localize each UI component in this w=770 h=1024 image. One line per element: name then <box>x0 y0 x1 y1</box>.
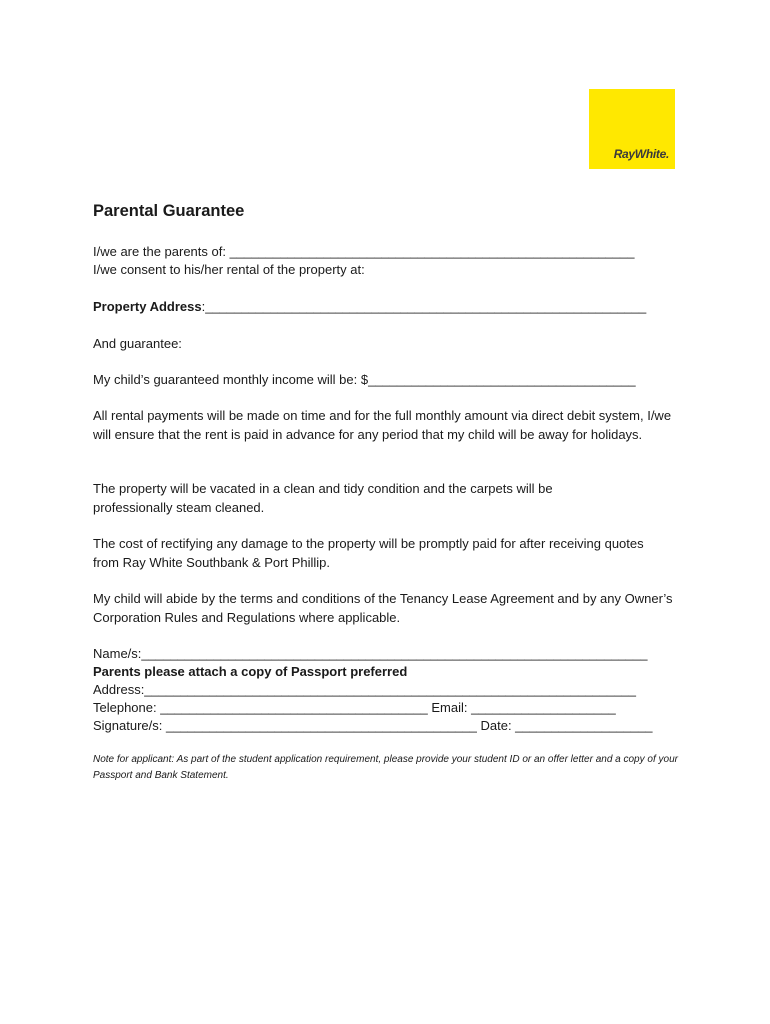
names-field[interactable]: Name/s:______________________________________________________________________ <box>93 646 648 661</box>
terms-paragraph: My child will abide by the terms and conditions of the Tenancy Lease Agreement and by any Owner’s Corporation Rules and Regulations where applicable. <box>93 591 673 625</box>
damage-paragraph: The cost of rectifying any damage to the property will be promptly paid for after receiving quotes from Ray White Southbank & Port Phillip. <box>93 536 644 570</box>
income-field[interactable]: _____________________________________ <box>368 372 636 387</box>
parents-of-label: I/we are the parents of: <box>93 244 226 259</box>
address-field[interactable]: Address:____________________________________________________________________ <box>93 682 636 697</box>
property-address-line <box>93 298 646 317</box>
page-title: Parental Guarantee <box>93 202 245 220</box>
payments-paragraph: All rental payments will be made on time and for the full monthly amount via direct debit system, I/we will ensure that the rent is paid in advance for any period that my child will be away for holidays. <box>93 408 672 442</box>
vacated-paragraph: The property will be vacated in a clean and tidy condition and the carpets will be professionally steam cleaned. <box>93 481 553 515</box>
income-line <box>93 371 636 390</box>
ray-white-logo <box>589 89 675 169</box>
applicant-note: Note for applicant: As part of the student application requirement, please provide your student ID or an offer letter and a copy of your Passport and Bank Statement. <box>93 754 678 781</box>
and-guarantee-line: And guarantee: <box>93 336 182 351</box>
property-address-field[interactable]: :_____________________________________________________________ <box>201 299 647 314</box>
passport-note: Parents please attach a copy of Passport preferred <box>93 664 408 679</box>
telephone-email-field[interactable]: Telephone: _____________________________________ Email: ____________________ <box>93 700 616 715</box>
logo-text: RayWhite. <box>613 147 669 161</box>
parents-of-field[interactable]: ________________________________________________________ <box>229 244 635 259</box>
property-address-label: Property Address <box>93 299 202 314</box>
parents-of-line <box>93 243 634 262</box>
consent-line: I/we consent to his/her rental of the property at: <box>93 262 365 277</box>
income-label: My child’s guaranteed monthly income will be: $ <box>93 372 369 387</box>
signature-date-field[interactable]: Signature/s: ___________________________________________ Date: ___________________ <box>93 718 653 733</box>
